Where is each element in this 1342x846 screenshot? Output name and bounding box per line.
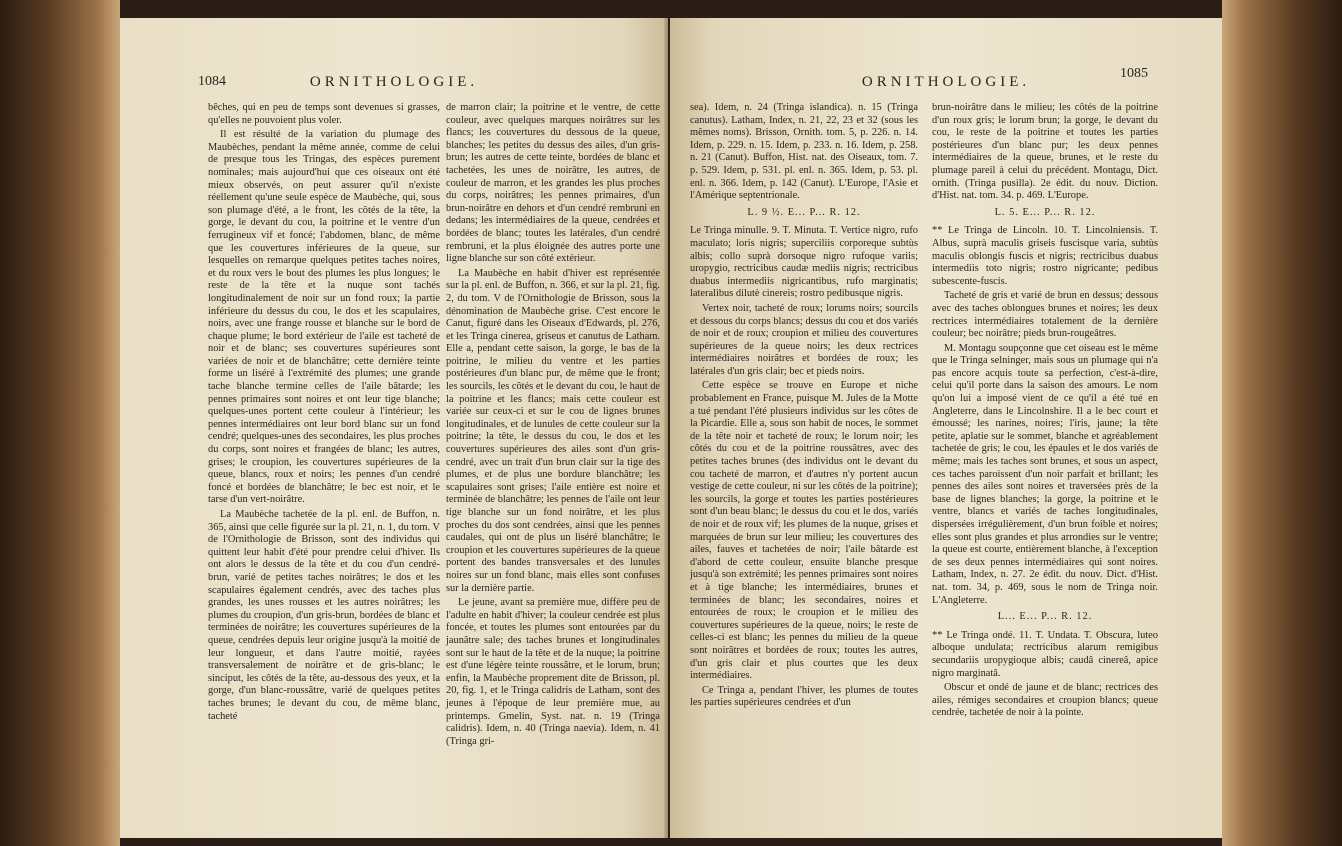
measurement-line: L. 9 ½. E... P... R. 12. — [747, 206, 861, 218]
paragraph: de marron clair; la poitrine et le ventre, de cette couleur, avec quelques marques noirâtres sur les flancs; les couvertures du dessous de la queue, blanches; les petites du dessus des ailes, d'un gris-brun; les autres de cette teinte, bordées de blanc et tachetées, les unes de noirâtre, les autres, de couleur de marron, et les grandes les plus proches du corps, noirâtres; les pennes primaires, d'un brun-noirâtre en dehors et d'un cendré rembruni en dedans; les intermédiaires de la queue, cendrées et bordées de blanc; toutes les latérales, d'un cendré rembruni, et la plus éloignée des autres porte une ligne blanche sur son côté extérieur. — [446, 102, 660, 265]
left-page-edges — [0, 0, 120, 846]
paragraph: M. Montagu soupçonne que cet oiseau est le même que le Tringa selninger, mais sous un plumage qui n'a pas encore acquis toute sa perfection, c'est-à-dire, celui qu'il porte dans la saison des amours. Le nom qu'on lui a imposé vient de ce qu'il a été tué en Angleterre, dans le Lincolnshire. Il a le bec court et émoussé; les narines, noires; l'iris, jaune; la tête petite, aplatie sur le sommet, blanche et agréablement tachetée de gris; le cou, les épaules et le dos variés de même; mais les taches sont brunes, et sous un aspect, ces taches paroissent d'un noir parfait et brillant; les pennes des ailes sont noires et traversées près de la base de lignes blanches; la gorge, la poitrine et le ventre, blancs et variés de taches longitudinales, dispersées irrégulièrement, d'un brun foible et noires; elles sont plus grandes et plus arrondies sur le ventre; la queue est courte, entièrement blanche, à l'exception de ses deux pennes intermédiaires qui sont noires. Latham, Index, n. 27. 2e édit. du nouv. Dict. d'Hist. nat. tom. 34, p. 469, sous le nom de Tringa noir. L'Angleterre. — [932, 342, 1158, 606]
right-column-2 — [932, 102, 1158, 722]
paragraph: Il est résulté de la variation du plumage des Maubèches, pendant la même année, comme de celui de presque tous les Tringas, des espèces purement nominales; mais aujourd'hui que ces oiseaux ont été mieux observés, on peut assurer qu'il n'existe réellement qu'une seule espèce de Maubèche, qui, sous son plumage d'été, a le front, les côtés de la tête, la gorge, le devant du cou, la poitrine et le ventre d'un ferrugineux vif et foncé; l'abdomen, blanc, de même que les couvertures inférieures de la queue, sur lesquelles on remarque quelques petites taches noires, et du roux vers le bout des plumes les plus longues; le reste de la tête et la nuque sont tachés longitudinalement de noir sur un fond roux; la partie inférieure du dessus du cou, le dos et les scapulaires, noirs, avec une frange rousse et blanche sur le bord de chaque plume; le bord extérieur de l'aile est tacheté de noir et de blanc; ses couvertures supérieures sont variées de noir et de blanchâtre; cette dernière teinte forme un liséré à l'extrémité des plumes; une grande tache blanche termine celles de l'aile bâtarde; les pennes primaires sont noires et ont leur tige blanche; quelques-unes portent cette couleur à l'intérieur; les pennes intermédiaires ont leur bord blanc sur un fond cendré; quelques-unes des secondaires, les plus proches du corps, sont noires et frangées de blanc; les autres, grises; le croupion, les couvertures supérieures de la queue, blancs, roux et noirs; les pennes d'un cendré foncé et bordées de blanchâtre; le bec est noir, et le tarse d'un vert-noirâtre. — [208, 129, 440, 506]
left-header — [120, 74, 668, 96]
right-page — [670, 18, 1222, 838]
left-page-number: 1084 — [198, 74, 226, 89]
paragraph: La Maubèche tachetée de la pl. enl. de Buffon, n. 365, ainsi que celle figurée sur la pl. 21, n. 1, du tom. V de l'Ornithologie de Brisson, sont des individus qui quittent leur habit d'été pour prendre celui d'hiver. Ils ont alors le dessus de la tête et du cou d'un cendré-brun, varié de petites taches noirâtres; le dos et les scapulaires également cendrés, avec des taches plus grandes, les unes rousses et les autres noirâtres; les plumes du croupion, d'un gris-brun, bordées de blanc et terminées de noirâtre; les couvertures supérieures de la queue, cendrées depuis leur origine jusqu'à la moitié de leur longueur, et dans l'autre moitié, rayées transversalement de noirâtre et de gris-blanc; le sinciput, les côtés de la tête, au-dessous des yeux, et la gorge, d'un blanc-roussâtre, varié de quelques petites taches brunes; le devant du cou, de même blanc, tacheté — [208, 509, 440, 722]
right-page-number: 1085 — [1120, 66, 1148, 81]
paragraph: brun-noirâtre dans le milieu; les côtés de la poitrine d'un roux gris; le lorum brun; la gorge, le devant du cou, le reste de la poitrine et toutes les parties postérieures d'un blanc pur; les deux pennes intermédiaires de la queue, brunes, et le reste du plumage pareil à celui du précédent. Montagu, Dict. ornith. (Tringa pusilla). 2e édit. du nouv. Diction. d'Hist. nat. tom. 34. p. 469. L'Europe. — [932, 102, 1158, 202]
species-entry: Le Tringa minulle. 9. T. Minuta. T. Vertice nigro, rufo maculato; loris nigris; superciliis corporeque subtùs albis; collo suprà dorsoque nigro rufoque variis; uropygio, rectricibus caudæ mediis nigris; rectricibus duabus intermediis nigricantibus, rufo marginatis; lateralibus dilutè cinereis; rostro pedibusque nigris. — [690, 225, 918, 300]
paragraph: Vertex noir, tacheté de roux; lorums noirs; sourcils et dessous du corps blancs; dessus du cou et dos variés de noir et de roux; croupion et milieu des couvertures supérieures de la queue noirs; les deux rectrices intermédiaires noirâtres et bordées de roux; les latérales d'un gris clair; bec et pieds noirs. — [690, 302, 918, 377]
paragraph: Le jeune, avant sa première mue, diffère peu de l'adulte en habit d'hiver; la couleur cendrée est plus foncée, et toutes les plumes sont entourées par du jaunâtre sale; des taches brunes et longitudinales sont sur le haut de la tête et de la nuque; la poitrine est d'une légère teinte roussâtre, et le lorum, brun; enfin, la Maubèche proprement dite de Brisson, pl. 20, fig. 1, et le Tringa calidris de Latham, sont des jeunes à l'époque de leur première mue, au printemps. Gmelin, Syst. nat. n. 19 (Tringa calidris). Idem, n. 40 (Tringa naevia). Idem, n. 41 (Tringa gri- — [446, 597, 660, 747]
paragraph: Obscur et ondé de jaune et de blanc; rectrices des ailes, rémiges secondaires et croupion blancs; queue cendrée, tachetée de noir à la pointe. — [932, 682, 1158, 719]
species-entry: ** Le Tringa ondé. 11. T. Undata. T. Obscura, luteo alboque undulata; rectricibus alarum remigibus secundariis uropygioque albis; caudâ cinereâ, apice nigro marginatâ. — [932, 629, 1158, 679]
measurement-line: L. 5. E... P... R. 12. — [994, 206, 1096, 218]
measurement-line: L... E... P... R. 12. — [997, 611, 1093, 623]
right-running-head: ORNITHOLOGIE. — [861, 74, 1031, 90]
paragraph: Cette espèce se trouve en Europe et niche probablement en France, puisque M. Jules de la Motte a tué pendant l'été plusieurs individus sur les côtes de la Picardie. Elle a, sous son habit de noces, le sommet de la tête noir et tacheté de roux; le lorum noir; les côtés du cou et de la poitrine roussâtres, avec des petites taches brunes (des individus ont le devant du cou tacheté de marron, et d'autres n'y portent aucun vestige de cette couleur, ni sur les côtés de la poitrine); les sourcils, la gorge et toutes les parties postérieures sont d'un beau blanc; le dessus du cou et le dos, variés de noir et de roux vif; les plumes de la nuque, grises et marquées de brun sur leur milieu; les couvertures des ailes, fauves et tachetées de noir; l'aile bâtarde est d'abord de cette couleur, ensuite blanche presque jusqu'à son extrémité; les pennes primaires sont noires et à tige blanche; les intermédiaires, brunes et terminées de blanc; les secondaires, noires et entourées de roux; le croupion et le milieu des couvertures supérieures de la queue, noirs; le reste de celles-ci est blanc; les pennes du milieu de la queue sont noirâtres et bordées de roux; toutes les autres, d'un gris clair et plus courtes que les deux intermédiaires. — [690, 380, 918, 682]
left-running-head: ORNITHOLOGIE. — [309, 74, 479, 90]
left-column-1 — [208, 102, 440, 725]
paragraph: sea). Idem, n. 24 (Tringa islandica). n. 15 (Tringa canutus). Latham, Index, n. 21, 22, 23 et 32 (sous les mêmes noms). Brisson, Ornith. tom. 5, p. 226. n. 14. Idem, p. 229. n. 15. Idem, p. 233. n. 16. Idem, p. 258. n. 21 (Canut). Buffon, Hist. nat. des Oiseaux, tom. 7. p. 529. Idem, p. 531. pl. enl. n. 365. Idem, p. 53. pl. enl. n. 366. Idem, p. 142 (Canut). L'Europe, l'Asie et l'Amérique septentrionale. — [690, 102, 918, 202]
paragraph: Ce Tringa a, pendant l'hiver, les plumes de toutes les parties supérieures cendrées et d'un — [690, 684, 918, 709]
paragraph: Tacheté de gris et varié de brun en dessus; dessous avec des taches oblongues brunes et noires; les deux rectrices intermédiaires totalement de la dernière couleur; bec noirâtre; pieds brun-rougeâtres. — [932, 290, 1158, 340]
species-entry: ** Le Tringa de Lincoln. 10. T. Lincolniensis. T. Albus, suprà maculis griseis fuscisque varia, subtùs maculis oblongis fuscis et nigris; rectricibus duabus intermediis toto nigris; rostro nigricante; pedibus subescente-fuscis. — [932, 225, 1158, 287]
right-column-1 — [690, 102, 918, 712]
right-header — [670, 66, 1222, 96]
left-page — [120, 18, 668, 838]
paragraph: bêches, qui en peu de temps sont devenues si grasses, qu'elles ne pouvoient plus voler. — [208, 102, 440, 126]
left-column-2 — [446, 102, 660, 750]
paragraph: La Maubèche en habit d'hiver est représentée sur la pl. enl. de Buffon, n. 366, et sur la pl. 21, fig. 2, du tom. V de l'Ornithologie de Brisson, sous la dénomination de Maubèche grise. C'est encore le Canut, figuré dans les Oiseaux d'Edwards, pl. 276, et les Tringa cinerea, griseus et canutus de Latham. Elle a, pendant cette saison, la gorge, le bas de la poitrine, le milieu du ventre et les parties postérieures d'un blanc pur, de même que le front; les sourcils, les côtés et le devant du cou, le haut de la poitrine et les flancs; mais cette couleur est variée sur ceux-ci et sur le cou de lignes brunes longitudinales, et de lunules de cette couleur sur la poitrine; la tête, le dessus du cou, le dos et les couvertures supérieures des ailes sont d'un gris-cendré, avec un trait d'un brun clair sur la tige des plumes, et de plus une bordure blanchâtre; les scapulaires sont grises; l'aile entière est noire et terminée de blanchâtre; les pennes de l'aile ont leur tige blanche sur un fond noirâtre, et les plus proches du dos sont cendrées, ainsi que les pennes caudales, qui ont de plus un liséré blanchâtre; le croupion et les couvertures supérieures de la queue portent des bandes transversales et des lunules noires sur un fond blanc, mais elles sont confuses sur la dernière partie. — [446, 267, 660, 594]
right-page-edges — [1222, 0, 1342, 846]
